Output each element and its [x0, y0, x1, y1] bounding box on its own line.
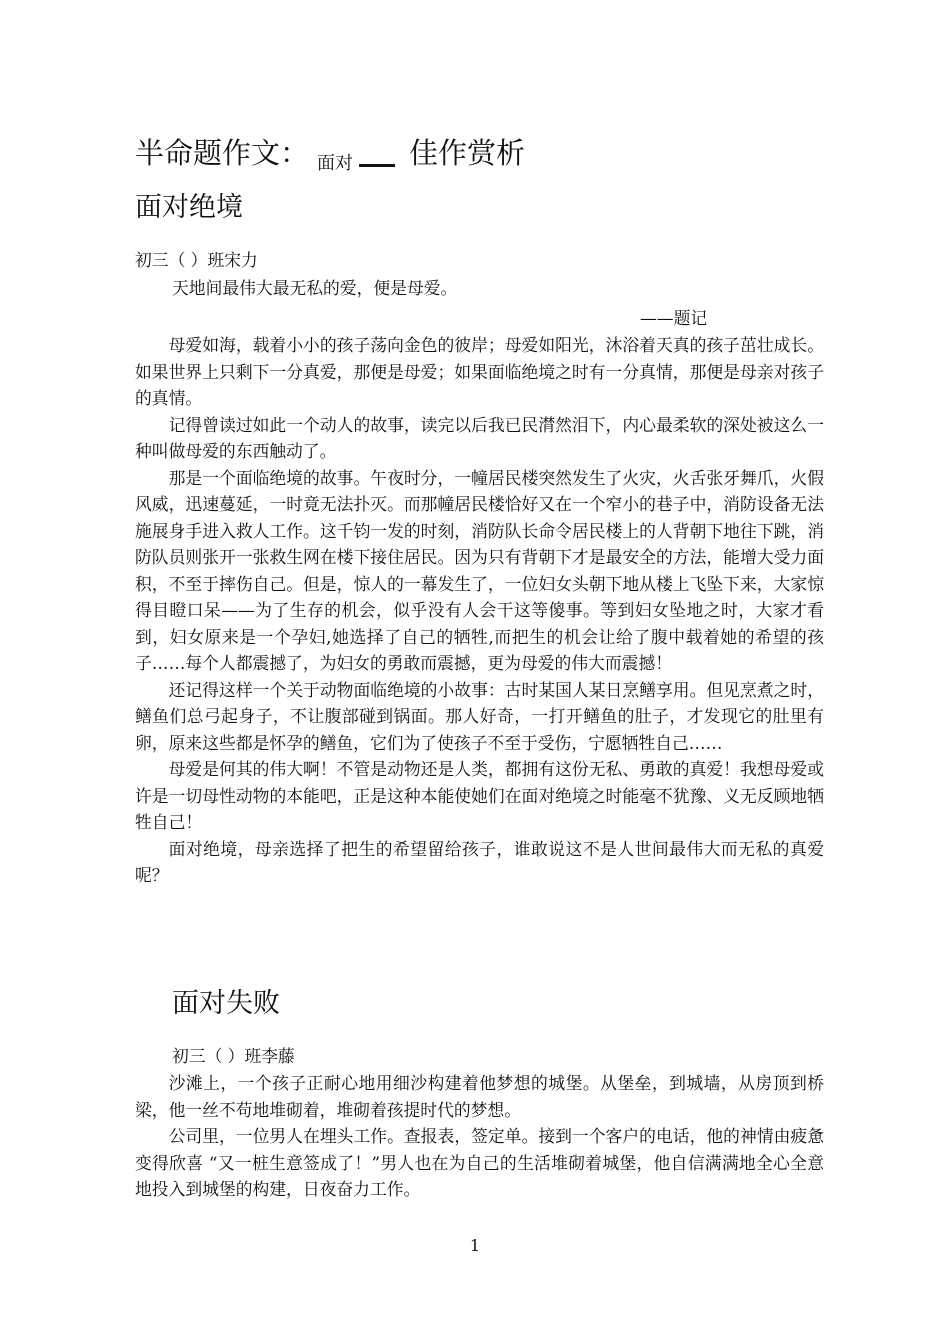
page-number: 1: [469, 1236, 481, 1255]
section-2-body: [135, 1070, 824, 1203]
section-2-title: 面对失败: [172, 988, 280, 1019]
title-topic-word: 面对: [317, 153, 354, 174]
paragraph: 沙滩上，一个孩子正耐心地用细沙构建着他梦想的城堡。从堡垒，到城墙，从房顶到桥梁，他一丝不苟地堆砌着，堆砌着孩提时代的梦想。: [135, 1073, 824, 1120]
paragraph: 面对绝境，母亲选择了把生的希望留给孩子，谁敢说这不是人世间最伟大而无私的真爱呢？: [135, 838, 824, 885]
paragraph: 记得曾读过如此一个动人的故事，读完以后我已民潸然泪下，内心最柔软的深处被这么一种叫做母爱的东西触动了。: [135, 414, 824, 461]
paragraph: 母爱是何其的伟大啊！不管是动物还是人类，都拥有这份无私、勇敢的真爱！我想母爱或许是一切母性动物的本能吧，正是这种本能使她们在面对绝境之时能毫不犹豫、义无反顾地牺牲自己！: [135, 759, 824, 832]
paragraph: 母爱如海，载着小小的孩子荡向金色的彼岸；母爱如阳光，沐浴着天真的孩子茁壮成长。如果世界上只剩下一分真爱，那便是母爱；如果面临绝境之时有一分真情，那便是母亲对孩子的真情。: [135, 335, 824, 408]
section-1-body: [135, 332, 824, 889]
title-suffix: 佳作赏析: [409, 136, 526, 170]
title-blank-line: [359, 164, 395, 167]
paragraph: 公司里，一位男人在埋头工作。查报表，签定单。接到一个客户的电话，他的神情由疲惫变得欣喜 “又一桩生意签成了！”男人也在为自己的生活堆砌着城堡，他自信满满地全心全意地投入到城堡的构建，日夜奋力工作。: [135, 1126, 824, 1199]
section-1-epigraph: 天地间最伟大最无私的爱，便是母爱。: [172, 278, 458, 298]
document-title: [135, 133, 525, 184]
section-1-inscription: ——题记: [640, 308, 708, 328]
title-prefix: 半命题作文：: [135, 136, 310, 170]
section-1-byline: 初三（ ）班宋力: [135, 250, 258, 270]
section-2-byline: 初三（ ）班李藤: [172, 1046, 295, 1066]
section-1-title: 面对绝境: [135, 192, 243, 223]
paragraph: 那是一个面临绝境的故事。午夜时分，一幢居民楼突然发生了火灾，火舌张牙舞爪，火假风威，迅速蔓延，一时竟无法扑灭。而那幢居民楼恰好又在一个窄小的巷子中，消防设备无法施展身手进入救人工作。这千钧一发的时刻，消防队长命令居民楼上的人背朝下地往下跳，消防队员则张开一张救生网在楼下接住居民。因为只有背朝下才是最安全的方法，能增大受力面积，不至于摔伤自己。但是，惊人的一幕发生了，一位妇女头朝下地从楼上飞坠下来，大家惊得目瞪口呆——为了生存的机会，似乎没有人会干这等傻事。等到妇女坠地之时，大家才看到，妇女原来是一个孕妇,她选择了自己的牺牲,而把生的机会让给了腹中载着她的希望的孩子……每个人都震撼了，为妇女的勇敢而震撼，更为母爱的伟大而震撼！: [135, 467, 824, 673]
paragraph: 还记得这样一个关于动物面临绝境的小故事：古时某国人某日烹鳝享用。但见烹煮之时，鳝鱼们总弓起身子，不让腹部碰到锅面。那人好奇，一打开鳝鱼的肚子，才发现它的肚里有卵，原来这些都是怀孕的鳝鱼，它们为了使孩子不至于受伤，宁愿牺牲自己……: [135, 679, 824, 753]
